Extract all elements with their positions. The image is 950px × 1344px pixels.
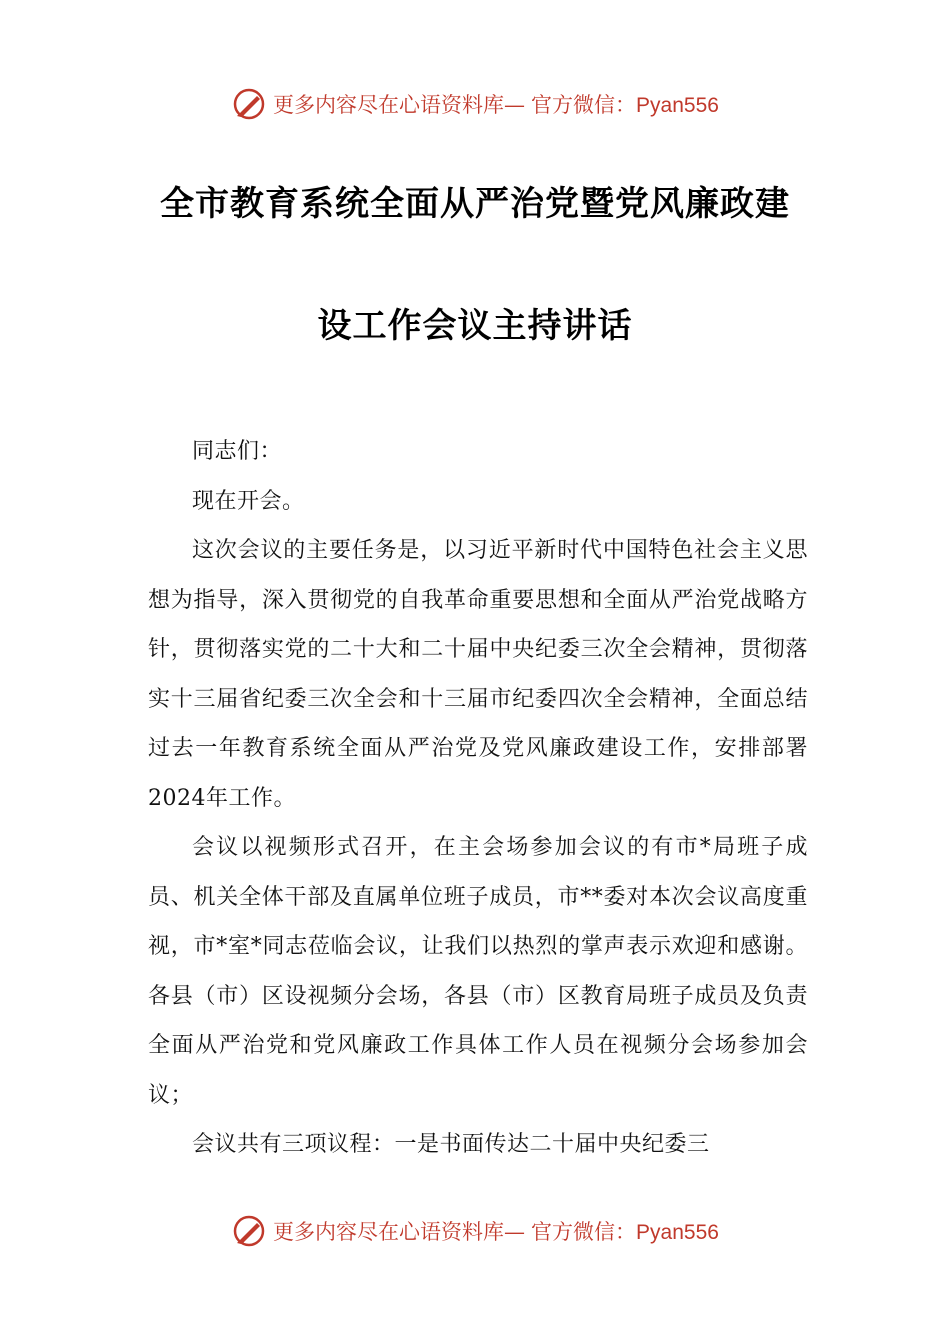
document-body: [148, 427, 808, 1170]
watermark-banner-bottom: [0, 1211, 950, 1251]
watermark-wechat: 官方微信：Pyan556: [531, 1221, 719, 1244]
pen-logo-icon: [231, 1213, 267, 1249]
paragraph: 会议以视频形式召开，在主会场参加会议的有市*局班子成员、机关全体干部及直属单位班子成员，市**委对本次会议高度重视，市*室*同志莅临会议，让我们以热烈的掌声表示欢迎和感谢。各县（市）区设视频分会场，各县（市）区教育局班子成员及负责全面从严治党和党风廉政工作具体工作人员在视频分会场参加会议；: [148, 835, 808, 1108]
paragraph: 同志们：: [192, 439, 283, 464]
pen-logo-icon: [231, 86, 267, 122]
paragraph: 会议共有三项议程：一是书面传达二十届中央纪委三: [192, 1132, 710, 1157]
document-title-line-1: 全市教育系统全面从严治党暨党风廉政建: [160, 184, 790, 224]
document-title-line-2: 设工作会议主持讲话: [317, 306, 633, 346]
watermark-wechat: 官方微信：Pyan556: [531, 94, 719, 117]
paragraph: 这次会议的主要任务是，以习近平新时代中国特色社会主义思想为指导，深入贯彻党的自我革命重要思想和全面从严治党战略方针，贯彻落实党的二十大和二十届中央纪委三次全会精神，贯彻落实十三届省纪委三次全会和十三届市纪委四次全会精神，全面总结过去一年教育系统全面从严治党及党风廉政建设工作，安排部署2024年工作。: [148, 538, 808, 811]
paragraph: 现在开会。: [192, 488, 305, 514]
watermark-text: 更多内容尽在心语资料库—: [273, 93, 526, 117]
watermark-banner-top: [0, 84, 950, 124]
watermark-text: 更多内容尽在心语资料库—: [273, 1220, 526, 1244]
